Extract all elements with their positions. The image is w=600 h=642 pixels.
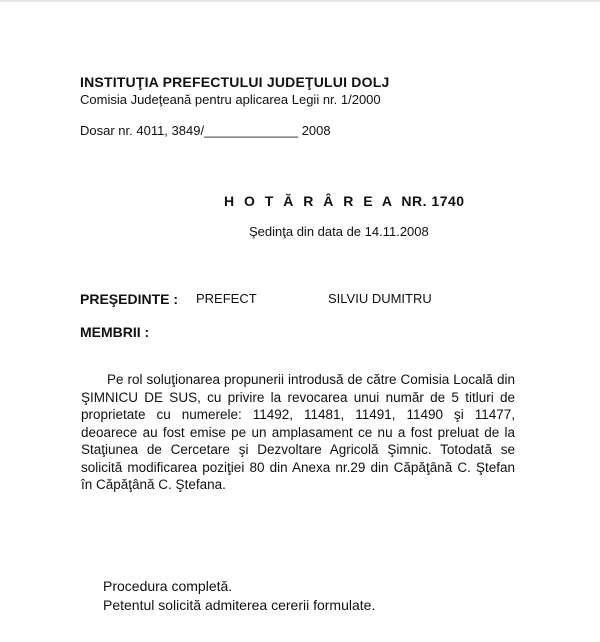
members-label: MEMBRII : — [80, 324, 150, 340]
decision-title — [224, 193, 465, 209]
body-paragraph: Pe rol soluţionarea propunerii introdusă de către Comisia Locală din ŞIMNICU DE SUS, cu privire la revocarea unui număr de 5 titluri de proprietate cu numerele: 11492, 11481, 11491, 11490 şi 11477, deoarece au fost emise pe un amplasament ce nu a fost preluat de la Staţiunea de Cercetare şi Dezvoltare Agricolă Şimnic. Totodată se solicită modificarea poziţiei 80 din Anexa nr.29 din Căpăţână C. Ştefan în Căpăţână C. Ştefana. — [81, 372, 515, 492]
president-label: PREŞEDINTE : — [80, 291, 179, 307]
institution-name: INSTITUŢIA PREFECTULUI JUDEŢULUI DOLJ — [80, 74, 390, 90]
dosar-number: Dosar nr. 4011, 3849/ — [80, 123, 205, 138]
president-role: PREFECT — [196, 291, 257, 306]
dosar-blank: _____________ — [204, 123, 299, 138]
petition-line: Petentul solicită admiterea cererii formulate. — [103, 597, 376, 613]
commission-name: Comisia Judeţeană pentru aplicarea Legii nr. 1/2000 — [80, 92, 381, 107]
president-name: SILVIU DUMITRU — [328, 291, 432, 306]
decision-number: NR. 1740 — [401, 193, 465, 209]
scan-edge — [0, 0, 600, 2]
procedure-line: Procedura completă. — [103, 578, 233, 594]
dosar-year: 2008 — [301, 123, 331, 138]
dosar-line — [80, 123, 331, 138]
session-date: Şedinţa din data de 14.11.2008 — [249, 224, 429, 239]
decision-title-word: H O T Ă R Â R E A — [224, 193, 395, 209]
